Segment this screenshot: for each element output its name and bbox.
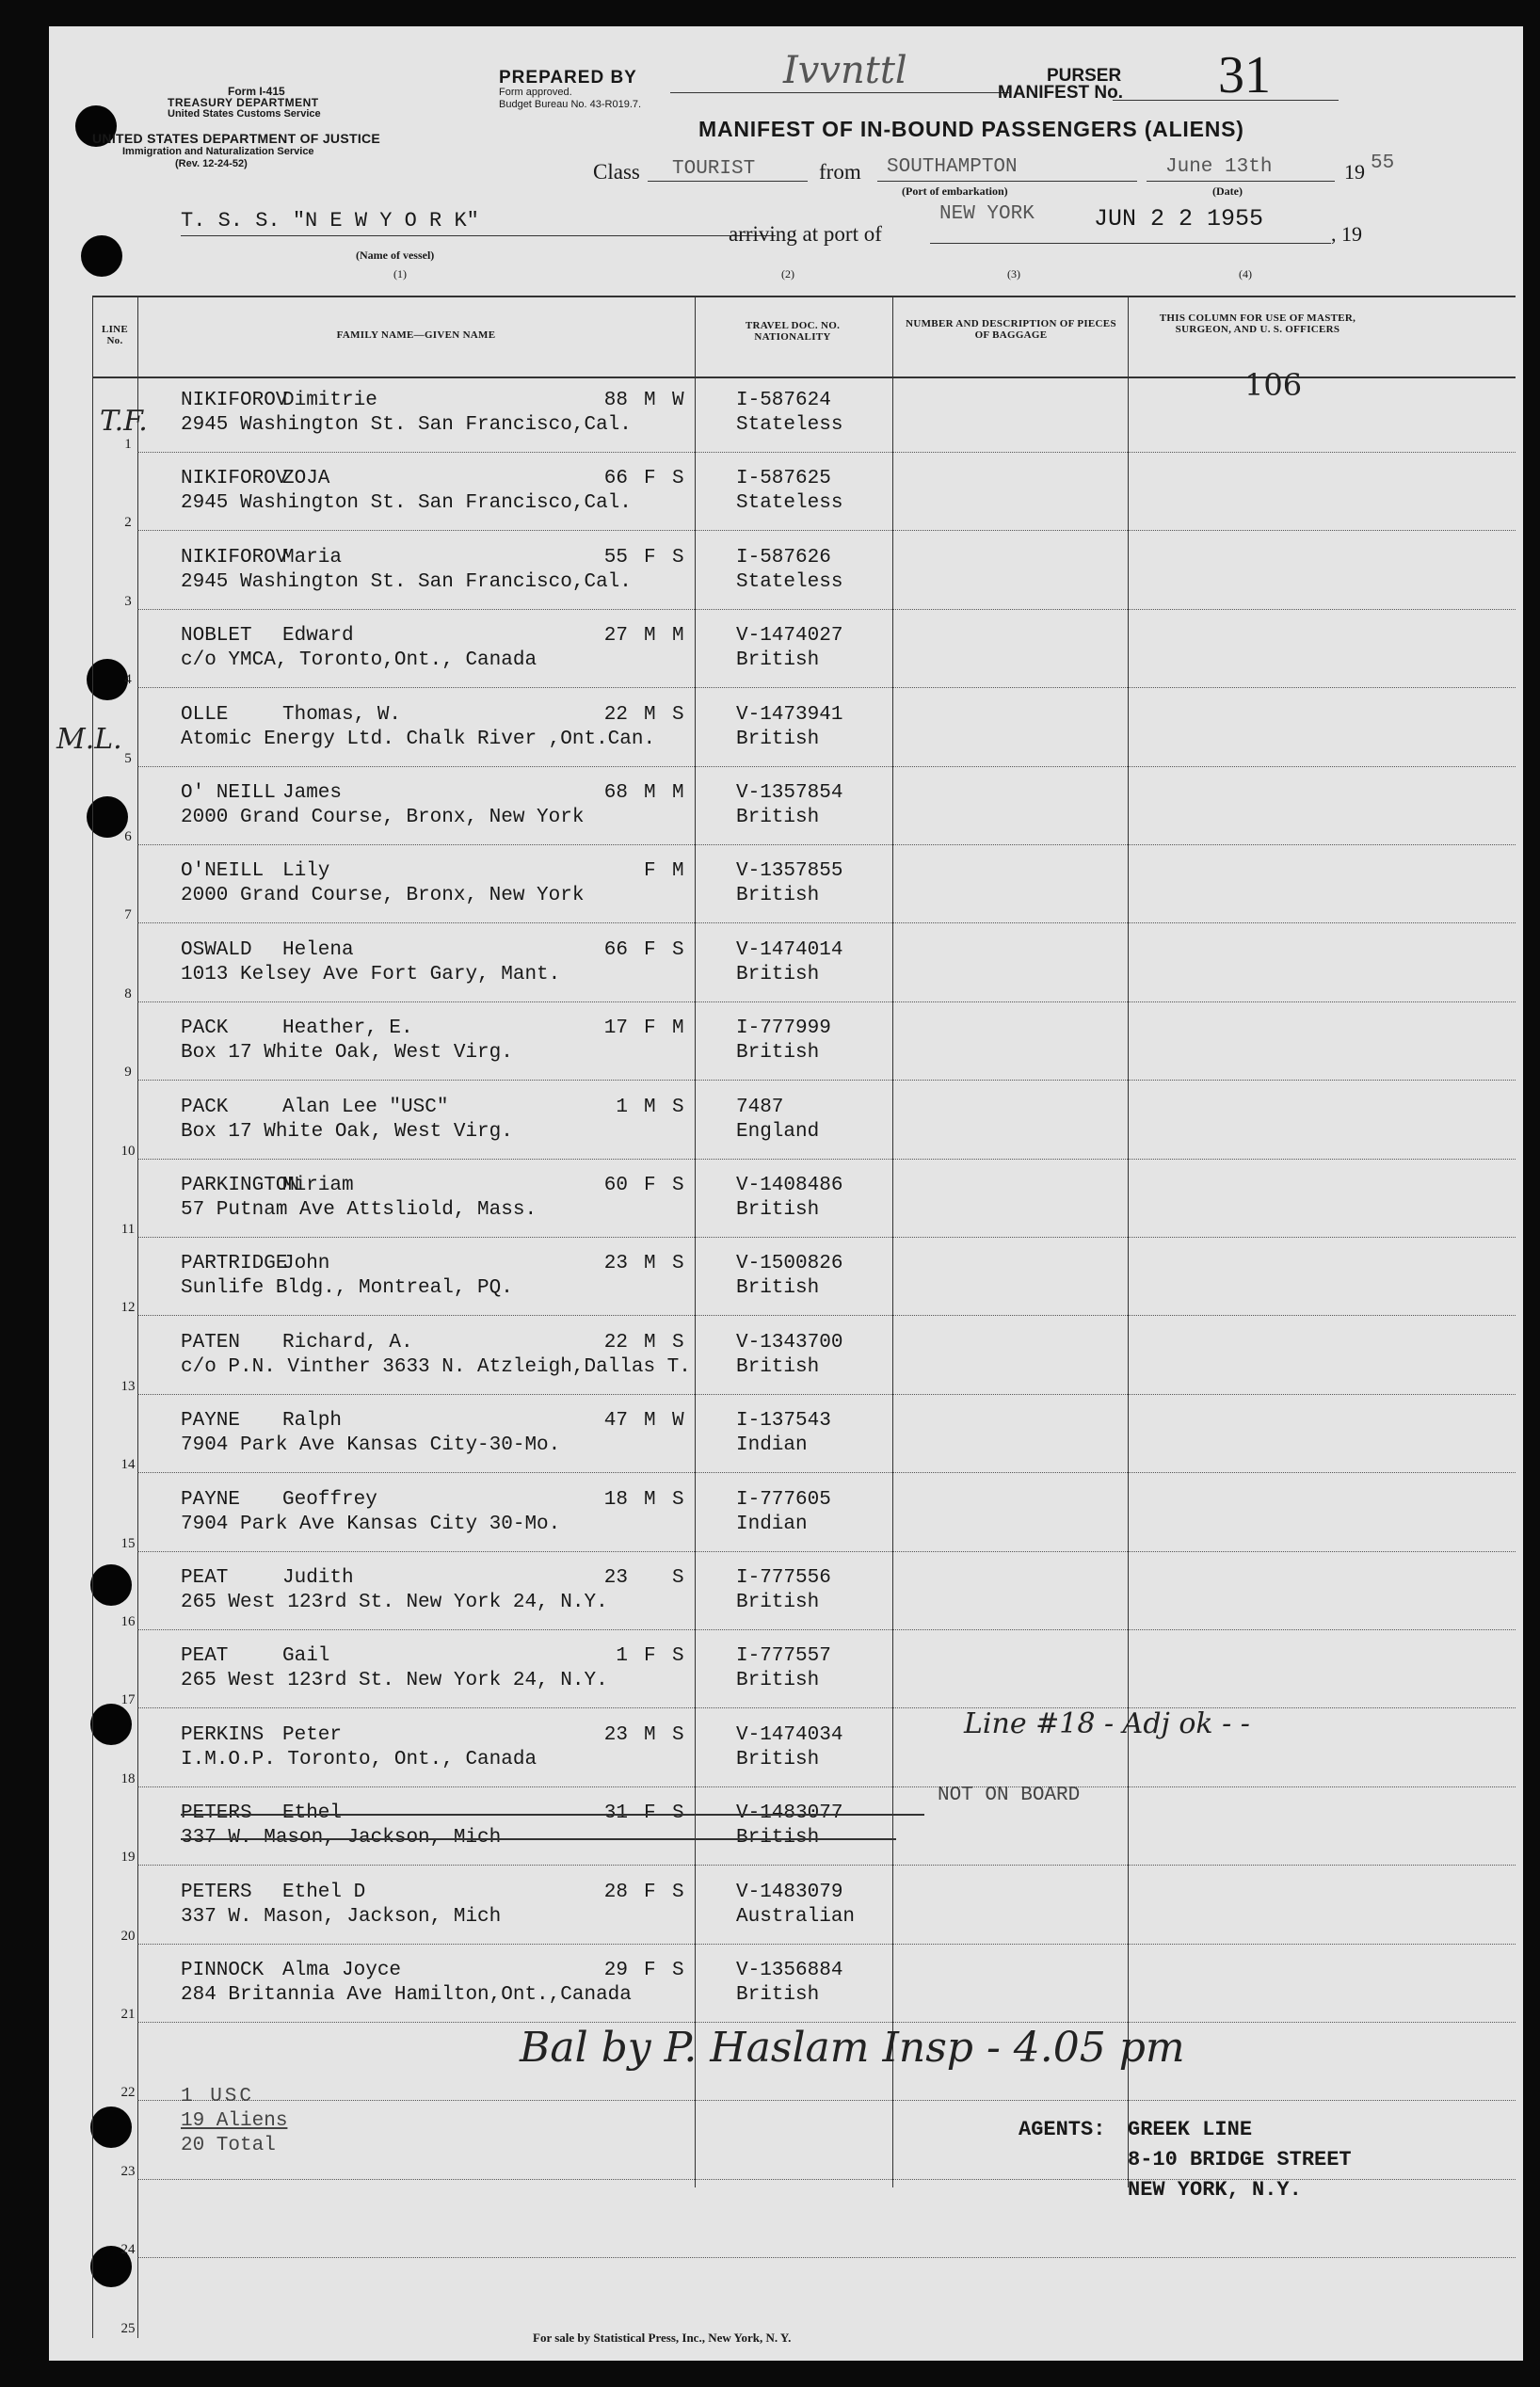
marital-status-cell: M [672,1017,684,1040]
given-name: James [282,782,343,804]
line-number: 5 [124,750,132,766]
given-name: Richard, A. [282,1331,413,1354]
row-separator [137,2022,1516,2023]
sex-cell: M [644,1096,656,1118]
address-cell: Sunlife Bldg., Montreal, PQ. [181,1277,513,1300]
travel-doc-cell: I-137543 [736,1410,831,1433]
marital-status-cell: M [672,625,684,648]
arriving-label: arriving at port of [729,222,882,246]
age-cell: 18 [603,1488,628,1511]
nationality-cell: British [736,1670,820,1692]
arrival-port: NEW YORK [939,203,1035,225]
rev-label: (Rev. 12-24-52) [175,158,248,169]
line-number: 9 [124,1065,132,1081]
age-cell: 60 [603,1175,628,1196]
table-row [49,1083,1523,1161]
family-name: PACK [181,1096,229,1118]
marital-status-cell: S [672,703,684,726]
total-aliens: 19 Aliens [181,2110,288,2132]
line-number: 19 [120,1850,136,1866]
given-name: Edward [282,625,354,648]
justice-label: UNITED STATES DEPARTMENT OF JUSTICE [92,131,381,146]
given-name: Ethel [282,1802,343,1825]
marital-status-cell: S [672,1331,684,1354]
address-cell: 337 W. Mason, Jackson, Mich [181,1827,502,1850]
given-name: Ethel D [282,1881,366,1903]
manifest-title: MANIFEST OF IN-BOUND PASSENGERS (ALIENS) [698,117,1244,141]
nationality-cell: British [736,1592,820,1613]
year-prefix: 19 [1344,160,1365,184]
address-cell: 265 West 123rd St. New York 24, N.Y. [181,1592,608,1613]
line-number: 8 [124,985,132,1001]
family-name: PARTRIDGE [181,1253,288,1275]
nationality-cell: British [736,649,820,672]
address-cell: 2000 Grand Course, Bronx, New York [181,807,585,828]
travel-doc-cell: I-587626 [736,546,831,569]
nationality-cell: British [736,807,820,828]
marital-status-cell: S [672,1175,684,1196]
age-cell: 23 [603,1723,628,1746]
sex-cell: M [644,625,656,648]
row-separator [137,530,1516,531]
age-cell: 17 [603,1017,628,1040]
age-cell: 22 [603,703,628,726]
treasury-label: TREASURY DEPARTMENT [168,96,319,109]
row-separator [137,452,1516,453]
col-travel-doc: TRAVEL DOC. NO. NATIONALITY [745,320,841,343]
purser-label: PURSER [1047,66,1122,86]
table-row [49,376,1523,455]
ins-label: Immigration and Naturalization Service [122,146,314,157]
class-label: Class [593,160,640,184]
age-cell: 23 [603,1253,628,1275]
family-name: O'NEILL [181,860,265,883]
nationality-cell: Stateless [736,414,843,436]
budget-label: Budget Bureau No. 43-R019.7. [499,99,642,110]
line-number: 7 [124,907,132,923]
address-cell: 7904 Park Ave Kansas City 30-Mo. [181,1513,561,1535]
row-separator [137,1786,1516,1787]
line-number: 4 [124,672,132,688]
marital-status-cell: S [672,938,684,961]
sex-cell: F [644,546,656,569]
from-label: from [819,160,861,184]
sex-cell: F [644,1645,656,1668]
address-cell: 1013 Kelsey Ave Fort Gary, Mant. [181,963,561,985]
row-separator [137,1944,1516,1945]
age-cell: 27 [603,625,628,648]
given-name: Alma Joyce [282,1960,402,1981]
manifest-number: 31 [1218,46,1271,104]
form-id: Form I-415 [228,85,285,98]
nationality-cell: British [736,1277,820,1300]
row-separator [137,766,1516,767]
line-number: 6 [124,829,132,844]
agents-label: AGENTS: [1019,2118,1106,2141]
family-name: NIKIFOROV [181,468,288,490]
given-name: Alan Lee "USC" [282,1096,449,1118]
address-cell: 265 West 123rd St. New York 24, N.Y. [181,1670,608,1692]
travel-doc-cell: I-587625 [736,468,831,490]
row-separator [137,687,1516,688]
nationality-cell: Stateless [736,492,843,515]
vessel-name: T. S. S. "N E W Y O R K" [181,209,479,232]
line-number: 16 [120,1614,136,1629]
marital-status-cell: S [672,468,684,490]
nationality-cell: British [736,728,820,750]
bal-note: Bal by P. Haslam Insp - 4.05 pm [520,2024,1185,2072]
line-number: 1 [124,437,132,452]
sex-cell: M [644,1253,656,1275]
sex-cell: M [644,390,656,411]
col4-number: (4) [1239,267,1252,280]
embarkation-caption: (Port of embarkation) [902,184,1008,198]
nationality-cell: British [736,1199,820,1221]
total-usc: 1 USC [181,2086,255,2107]
address-cell: c/o YMCA, Toronto,Ont., Canada [181,649,537,672]
table-row [49,455,1523,533]
table-row [49,1161,1523,1240]
line-number: 3 [124,593,132,609]
row-separator [137,844,1516,845]
age-cell: 31 [603,1802,628,1825]
sex-cell: F [644,1017,656,1040]
sex-cell: F [644,860,656,883]
travel-doc-cell: V-1474027 [736,625,843,648]
row-separator [137,1472,1516,1473]
table-row [49,1789,1523,1867]
nationality-cell: British [736,1827,820,1850]
table-row [49,1319,1523,1397]
nationality-cell: British [736,1042,820,1065]
line-number: 24 [120,2242,136,2258]
nationality-cell: Australian [736,1905,856,1928]
line-number: 14 [120,1457,136,1473]
marital-status-cell: S [672,1253,684,1275]
row-separator [137,1237,1516,1238]
line-number: 12 [120,1300,136,1316]
address-cell: 2000 Grand Course, Bronx, New York [181,885,585,907]
line-number: 15 [120,1535,136,1551]
travel-doc-cell: V-1408486 [736,1175,843,1196]
travel-doc-cell: I-777999 [736,1017,831,1040]
table-row [49,612,1523,690]
given-name: Dimitrie [282,390,377,411]
travel-doc-cell: V-1483077 [736,1802,843,1825]
margin-tf: T.F. [100,405,148,438]
age-cell: 1 [616,1645,628,1668]
age-cell: 1 [616,1096,628,1118]
row-separator [137,1080,1516,1081]
given-name: Thomas, W. [282,703,402,726]
address-cell: c/o P.N. Vinther 3633 N. Atzleigh,Dallas T. [181,1355,691,1378]
table-row [49,1711,1523,1789]
address-cell: 284 Britannia Ave Hamilton,Ont.,Canada [181,1984,632,2006]
family-name: PATEN [181,1331,241,1354]
age-cell: 47 [603,1410,628,1433]
manifest-no-label: MANIFEST No. [998,83,1123,103]
table-row [49,1004,1523,1082]
marital-status-cell: S [672,1723,684,1746]
family-name: OSWALD [181,938,252,961]
embarkation-port: SOUTHAMPTON [887,156,1018,178]
sex-cell: F [644,468,656,490]
table-row [49,1554,1523,1632]
marital-status-cell: W [672,1410,684,1433]
family-name: NOBLET [181,625,252,648]
given-name: Heather, E. [282,1017,413,1040]
age-cell: 88 [603,390,628,411]
row-separator [137,1394,1516,1395]
embarkation-date: June 13th [1165,156,1273,178]
table-row [49,847,1523,925]
given-name: Helena [282,938,354,961]
line-number: 18 [120,1770,136,1786]
nationality-cell: British [736,885,820,907]
age-cell: 66 [603,468,628,490]
row-separator [137,1315,1516,1316]
age-cell: 66 [603,938,628,961]
arrival-date-stamp: JUN 2 2 1955 [1094,205,1264,232]
row-separator [137,2179,1516,2180]
travel-doc-cell: V-1474034 [736,1723,843,1746]
line-number: 25 [120,2320,136,2336]
sex-cell: M [644,1410,656,1433]
class-value: TOURIST [672,158,756,180]
line-number: 2 [124,515,132,531]
given-name: Gail [282,1645,330,1668]
marital-status-cell: S [672,1645,684,1668]
table-row [49,1868,1523,1946]
row-separator [137,1629,1516,1630]
line-number: 11 [120,1222,136,1237]
family-name: NIKIFOROV [181,390,288,411]
row-separator [137,1159,1516,1160]
given-name: Peter [282,1723,343,1746]
line-number: 21 [120,2007,136,2022]
line-number: 13 [120,1378,136,1394]
travel-doc-cell: V-1474014 [736,938,843,961]
sex-cell: F [644,1881,656,1903]
punch-hole [90,2107,132,2148]
footer-imprint: For sale by Statistical Press, Inc., New York, N. Y. [533,2331,792,2345]
family-name: PAYNE [181,1488,241,1511]
marital-status-cell: S [672,1802,684,1825]
table-row [49,769,1523,847]
not-on-board-stamp: NOT ON BOARD [938,1785,1081,1806]
row-separator [137,1865,1516,1866]
row-separator [137,1001,1516,1002]
marital-status-cell: S [672,1960,684,1981]
family-name: PARKINGTON [181,1175,300,1196]
table-row [49,1240,1523,1318]
marital-status-cell: W [672,390,684,411]
arrival-year: , 19 [1331,222,1362,246]
address-cell: 337 W. Mason, Jackson, Mich [181,1905,502,1928]
travel-doc-cell: I-777605 [736,1488,831,1511]
address-cell: Box 17 White Oak, West Virg. [181,1120,513,1143]
row-separator [137,922,1516,923]
row-separator [137,2100,1516,2101]
travel-doc-cell: I-777556 [736,1567,831,1589]
sex-cell: F [644,1802,656,1825]
strike-line [181,1838,896,1840]
address-cell: I.M.O.P. Toronto, Ont., Canada [181,1748,537,1770]
marital-status-cell: S [672,546,684,569]
travel-doc-cell: V-1356884 [736,1960,843,1981]
date-caption: (Date) [1212,184,1243,198]
table-row [49,1476,1523,1554]
officer-count: 106 [1244,367,1303,403]
nationality-cell: Indian [736,1513,808,1535]
margin-ml: M.L. [56,723,122,756]
strike-line [181,1814,924,1816]
table-row [49,691,1523,769]
age-cell: 22 [603,1331,628,1354]
sex-cell: M [644,1723,656,1746]
customs-label: United States Customs Service [168,108,321,120]
prepared-by-label: PREPARED BY [499,68,637,88]
nationality-cell: British [736,1355,820,1378]
marital-status-cell: S [672,1096,684,1118]
col-name: FAMILY NAME—GIVEN NAME [336,329,496,341]
age-cell: 55 [603,546,628,569]
nationality-cell: Indian [736,1434,808,1457]
given-name: Geoffrey [282,1488,377,1511]
sex-cell: M [644,1488,656,1511]
col-line-no: LINE No. [101,324,129,346]
age-cell: 29 [603,1960,628,1981]
agents-line2: 8-10 BRIDGE STREET [1128,2148,1352,2171]
sex-cell: M [644,782,656,804]
family-name: PAYNE [181,1410,241,1433]
line-number: 23 [120,2163,136,2179]
agents-line3: NEW YORK, N.Y. [1128,2178,1302,2202]
given-name: Miriam [282,1175,354,1196]
col-baggage: NUMBER AND DESCRIPTION OF PIECES OF BAGGAGE [906,318,1116,341]
line-number: 17 [120,1692,136,1708]
col-officers: THIS COLUMN FOR USE OF MASTER, SURGEON, AND U. S. OFFICERS [1159,312,1356,335]
family-name: PACK [181,1017,229,1040]
marital-status-cell: M [672,860,684,883]
row-separator [137,1707,1516,1708]
table-row [49,534,1523,612]
given-name: Ralph [282,1410,343,1433]
family-name: PETERS [181,1881,252,1903]
row-separator [137,1551,1516,1552]
sex-cell: F [644,1960,656,1981]
line-number: 22 [120,2085,136,2101]
form-approved-label: Form approved. [499,87,572,98]
family-name: PINNOCK [181,1960,265,1981]
sex-cell: M [644,703,656,726]
address-cell: 2945 Washington St. San Francisco,Cal. [181,414,632,436]
nationality-cell: British [736,1984,820,2006]
address-cell: 57 Putnam Ave Attsliold, Mass. [181,1199,537,1221]
travel-doc-cell: V-1483079 [736,1881,843,1903]
table-row [49,926,1523,1004]
age-cell: 23 [603,1567,628,1589]
given-name: Judith [282,1567,354,1589]
row-separator [137,609,1516,610]
purser-signature: Ivvnttl [783,49,907,92]
travel-doc-cell: I-777557 [736,1645,831,1668]
sex-cell: M [644,1331,656,1354]
family-name: PEAT [181,1567,229,1589]
given-name: Maria [282,546,343,569]
marital-status-cell: S [672,1881,684,1903]
col1-number: (1) [393,267,407,280]
family-name: O' NEILL [181,782,276,804]
given-name: Lily [282,860,330,883]
marital-status-cell: S [672,1567,684,1589]
marital-status-cell: S [672,1488,684,1511]
family-name: PEAT [181,1645,229,1668]
sex-cell: F [644,1175,656,1196]
given-name: ZOJA [282,468,330,490]
total-overall: 20 Total [181,2135,276,2156]
travel-doc-cell: V-1343700 [736,1331,843,1354]
nationality-cell: Stateless [736,570,843,593]
sex-cell: F [644,938,656,961]
agents-line1: GREEK LINE [1128,2118,1253,2141]
nationality-cell: England [736,1120,820,1143]
line-number: 10 [120,1143,136,1159]
family-name: PETERS [181,1802,252,1825]
address-cell: 2945 Washington St. San Francisco,Cal. [181,492,632,515]
given-name: John [282,1253,330,1275]
line18-note: Line #18 - Adj ok - - [964,1707,1250,1740]
table-row [49,1946,1523,2025]
manifest-sheet [49,26,1523,2361]
travel-doc-cell: V-1473941 [736,703,843,726]
travel-doc-cell: V-1357855 [736,860,843,883]
family-name: OLLE [181,703,229,726]
travel-doc-cell: V-1357854 [736,782,843,804]
row-separator [137,2257,1516,2258]
col3-number: (3) [1007,267,1020,280]
age-cell: 28 [603,1881,628,1903]
address-cell: 2945 Washington St. San Francisco,Cal. [181,570,632,593]
family-name: PERKINS [181,1723,265,1746]
table-row [49,1397,1523,1475]
table-row [49,1632,1523,1710]
nationality-cell: British [736,1748,820,1770]
vessel-caption: (Name of vessel) [356,248,435,262]
address-cell: Box 17 White Oak, West Virg. [181,1042,513,1065]
address-cell: 7904 Park Ave Kansas City-30-Mo. [181,1434,561,1457]
age-cell: 68 [603,782,628,804]
year-suffix: 55 [1371,152,1395,174]
address-cell: Atomic Energy Ltd. Chalk River ,Ont.Can. [181,728,656,750]
travel-doc-cell: V-1500826 [736,1253,843,1275]
nationality-cell: British [736,963,820,985]
line-number: 20 [120,1928,136,1944]
travel-doc-cell: 7487 [736,1096,784,1118]
punch-hole [81,235,122,277]
col2-number: (2) [781,267,794,280]
family-name: NIKIFOROV [181,546,288,569]
marital-status-cell: M [672,782,684,804]
travel-doc-cell: I-587624 [736,390,831,411]
